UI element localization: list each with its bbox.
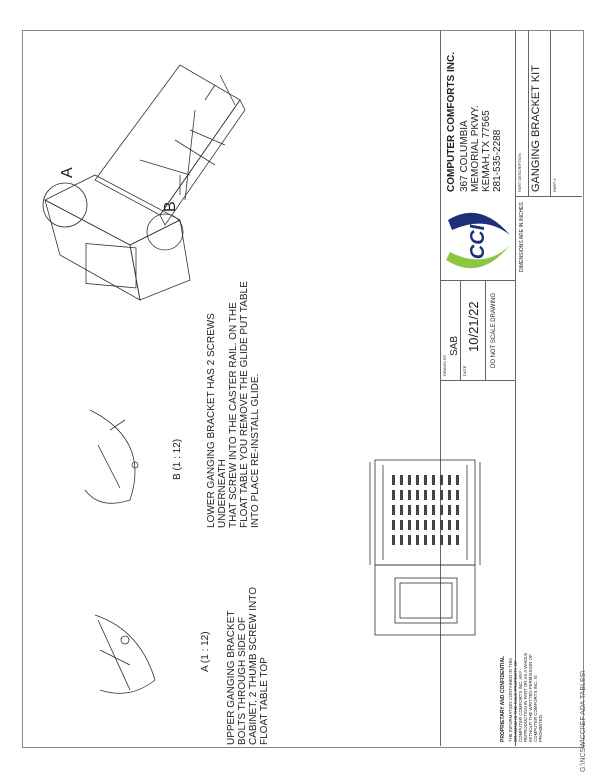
date: 10/21/22	[466, 301, 481, 352]
detail-b-note-line: INTO PLACE RE-INSTALL GLIDE.	[250, 373, 261, 528]
detail-b-note-line: FLOAT TABLE YOU REMOVE THE GLIDE PUT TABLE	[239, 281, 250, 528]
part-description-label: PART DESCRIPTION	[517, 153, 522, 192]
proprietary-line: COMPUTER COMFORTS INC. IS	[533, 675, 538, 742]
drawn-by-label: DRAWN BY	[442, 354, 447, 376]
detail-a-note-line: CABINET, 2 THUMB SCREW INTO	[248, 587, 259, 745]
proprietary-line: THE INFORMATION CONTAINED IN THIS	[508, 658, 513, 742]
callout-b: B	[162, 201, 179, 212]
company-address-2: MEMORIAL PKWY.	[470, 105, 481, 192]
company-phone: 281-535-2288	[492, 129, 503, 192]
detail-b-note-line: THAT SCREW INTO THE CASTER RAIL. ON THE	[228, 302, 239, 528]
part-number-label: PART #	[552, 178, 557, 192]
company-name: COMPUTER COMFORTS INC.	[446, 52, 457, 192]
proprietary-line: WITHOUT THE WRITTEN PERMISSION OF	[528, 654, 533, 742]
logo-text: CCI	[467, 224, 489, 260]
proprietary-heading: PROPRIETARY AND CONFIDENTIAL	[500, 655, 506, 742]
callout-circle-b	[147, 214, 183, 250]
detail-a-note-line: FLOAT TABLE TOP	[259, 657, 270, 745]
callout-a: A	[59, 167, 76, 178]
detail-a-note-line: UPPER GANGING BRACKET	[226, 610, 237, 745]
dimensions-note: DIMENSIONS ARE IN INCHES	[519, 202, 525, 272]
proprietary-line: COMPUTER COMFORTS INC. ANY	[518, 670, 523, 742]
company-address-3: KEMAH,TX 77565	[481, 110, 492, 192]
scale-note: DO NOT SCALE DRAWING	[491, 292, 497, 368]
vent-slots	[392, 475, 459, 545]
file-path: G:\NCSW\CCI\EF ADA TABLES\	[580, 670, 587, 772]
detail-b-note-line: LOWER GANGING BRACKET HAS 2 SCREWS	[206, 313, 217, 528]
detail-a-label: A (1 : 12)	[200, 631, 211, 672]
detail-b-view	[85, 410, 135, 503]
detail-b-label: B (1 : 12)	[172, 438, 183, 480]
date-label: DATE	[462, 365, 467, 376]
isometric-cabinet-view	[45, 65, 245, 300]
side-view-table-cabinet	[370, 460, 480, 635]
detail-b-note-line: UNDERNEATH	[217, 459, 228, 528]
company-address-1: 367 COLUMBIA	[459, 120, 470, 192]
detail-a-view	[95, 615, 155, 693]
proprietary-line: PROHIBITED.	[538, 713, 543, 742]
drawn-by: SAB	[449, 335, 460, 356]
part-description: GANGING BRACKET KIT	[530, 65, 542, 192]
proprietary-line: DRAWING IS THE SOLE PROPERTY OF	[513, 660, 518, 742]
proprietary-line: REPRODUCTION IN PART OR AS A WHOLE	[523, 652, 528, 742]
detail-a-note-line: BOLTS THROUGH SIDE OF	[237, 617, 248, 745]
